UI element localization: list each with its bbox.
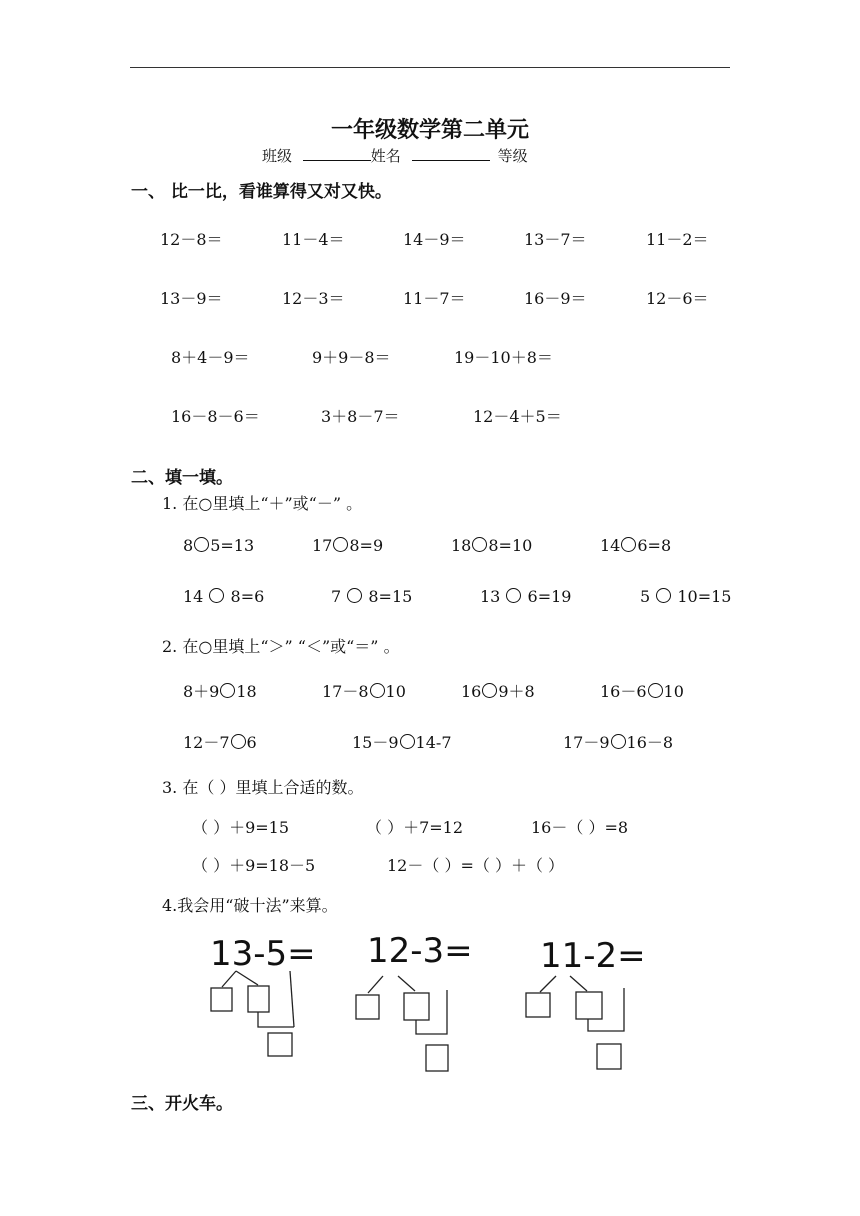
break-ten-expression: 13-5= — [210, 934, 316, 974]
compare-equation: 16－6 10 — [600, 682, 684, 701]
fill-equation: 14 8=6 — [183, 587, 265, 606]
equation: 9＋9－8＝ — [312, 348, 391, 367]
answer-box[interactable] — [426, 1045, 448, 1071]
break-ten-diagram-3 — [526, 976, 624, 1069]
equation: 12－8＝ — [160, 230, 223, 249]
section1-heading: 一、 比一比，看谁算得又对又快。 — [131, 182, 392, 202]
equation: 16－9＝ — [524, 289, 587, 308]
class-label: 班级 — [262, 147, 293, 165]
branch-line — [222, 971, 236, 987]
bracket-line — [588, 988, 624, 1031]
bracket-line — [258, 1012, 294, 1027]
answer-box[interactable] — [526, 993, 550, 1017]
fill-equation: 14 6=8 — [600, 536, 672, 555]
equation: 19－10＋8＝ — [454, 348, 553, 367]
branch-line — [236, 971, 258, 985]
break-ten-diagram-2 — [356, 976, 448, 1071]
equation: 11－7＝ — [403, 289, 466, 308]
bracket-line — [416, 990, 447, 1034]
blank-equation[interactable]: （ ）＋7=12 — [366, 818, 464, 837]
equation: 12－3＝ — [282, 289, 345, 308]
answer-box[interactable] — [404, 993, 429, 1020]
equation: 14－9＝ — [403, 230, 466, 249]
grade-label: 等级 — [497, 147, 528, 165]
break-ten-expression: 11-2= — [540, 936, 646, 976]
equation: 12－4＋5＝ — [473, 407, 562, 426]
answer-box[interactable] — [211, 988, 232, 1011]
q4-label: 4.我会用“破十法”来算。 — [162, 896, 338, 915]
compare-equation: 17－8 10 — [322, 682, 406, 701]
blank-equation[interactable]: （ ）＋9=15 — [192, 818, 290, 837]
name-label: 姓名 — [370, 147, 401, 165]
equation: 11－4＝ — [282, 230, 345, 249]
branch-line — [368, 976, 383, 993]
compare-equation: 15－9 14-7 — [352, 733, 452, 752]
branch-line — [570, 976, 587, 991]
branch-line — [540, 976, 556, 992]
q1-label: 1. 在○里填上“＋”或“－” 。 — [162, 494, 363, 513]
page-title: 一年级数学第二单元 — [330, 118, 529, 143]
equation: 13－9＝ — [160, 289, 223, 308]
fill-equation: 8 5=13 — [183, 536, 255, 555]
compare-equation: 12－7 6 — [183, 733, 257, 752]
answer-box[interactable] — [576, 992, 602, 1019]
q2-label: 2. 在○里填上“＞” “＜”或“＝” 。 — [162, 637, 400, 656]
fill-equation: 5 10=15 — [640, 587, 732, 606]
equation: 3＋8－7＝ — [321, 407, 400, 426]
break-ten-expression: 12-3= — [367, 931, 473, 971]
equation: 12－6＝ — [646, 289, 709, 308]
fill-equation: 18 8=10 — [451, 536, 533, 555]
compare-equation: 16 9＋8 — [461, 682, 535, 701]
answer-box[interactable] — [268, 1033, 292, 1056]
blank-equation[interactable]: 16－（ ）=8 — [531, 818, 629, 837]
fill-equation: 17 8=9 — [312, 536, 384, 555]
blank-equation[interactable]: （ ）＋9=18－5 — [192, 856, 316, 875]
equation: 16－8－6＝ — [171, 407, 260, 426]
section3-heading: 三、开火车。 — [131, 1094, 233, 1114]
equation: 13－7＝ — [524, 230, 587, 249]
q3-label: 3. 在（ ）里填上合适的数。 — [162, 778, 364, 797]
fill-equation: 7 8=15 — [331, 587, 413, 606]
equation: 11－2＝ — [646, 230, 709, 249]
equation: 8＋4－9＝ — [171, 348, 250, 367]
fill-equation: 13 6=19 — [480, 587, 572, 606]
bracket-line — [290, 971, 294, 1027]
compare-equation: 8＋9 18 — [183, 682, 257, 701]
answer-box[interactable] — [248, 986, 269, 1012]
branch-line — [398, 976, 415, 991]
answer-box[interactable] — [356, 995, 379, 1019]
answer-box[interactable] — [597, 1044, 621, 1069]
blank-equation[interactable]: 12－（ ）=（ ）＋（ ） — [387, 856, 565, 875]
break-ten-diagram-1 — [211, 971, 294, 1056]
section2-heading: 二、填一填。 — [131, 468, 233, 488]
compare-equation: 17－9 16－8 — [563, 733, 674, 752]
